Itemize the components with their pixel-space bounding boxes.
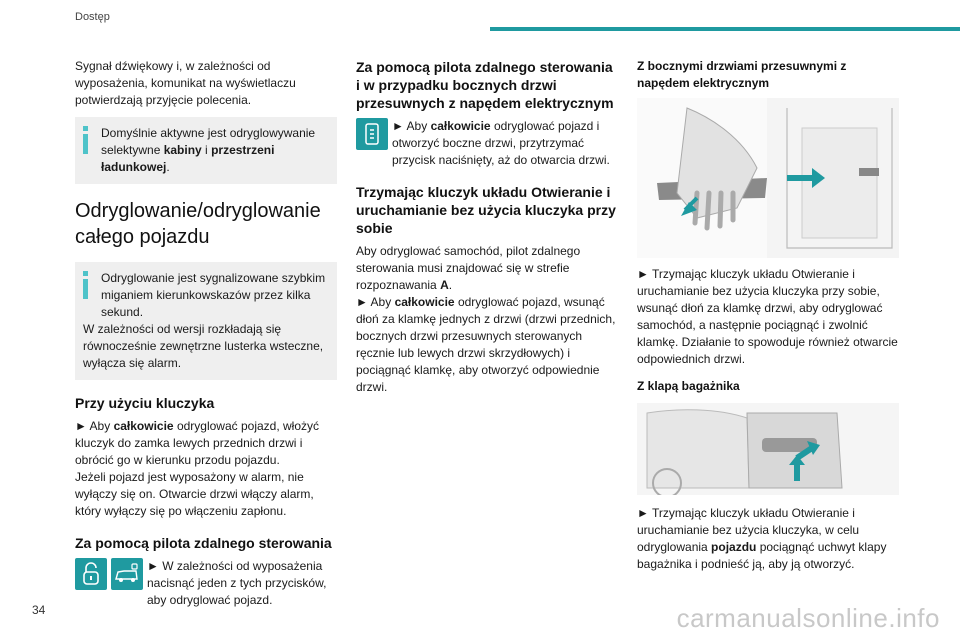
tailgate-illustration — [637, 403, 899, 495]
remote-sliding-instruction: ► Aby całkowicie odryglować pojazd i otworzyć boczne drzwi, przytrzymać przycisk naciśnięty, aż do otwarcia drzwi. — [392, 119, 610, 167]
keyless-instruction: ► Aby całkowicie odryglować pojazd, wsunąć dłoń za klamkę jednych z drzwi (drzwi przednich, bocznych drzwi przesuwnych sterowanych ręcznie lub lewych drzwi skrzydłowych) i pociągnąć klamkę, aby otworzyć odpowiednie drzwi. — [356, 295, 616, 394]
remote-row — [75, 558, 337, 609]
page-number: 34 — [32, 603, 46, 617]
info-text-end: . — [166, 160, 170, 174]
unlock-padlock-icon — [75, 558, 107, 590]
tailgate-heading: Z klapą bagażnika — [637, 379, 740, 393]
keyless-zone-text: Aby odryglować samochód, pilot zdalnego sterowania musi znajdować się w strefie rozpoznawania A. — [356, 244, 581, 292]
watermark: carmanualsonline.info — [676, 603, 940, 633]
column-3 — [637, 58, 899, 573]
key-heading: Przy użyciu kluczyka — [75, 395, 215, 411]
info-icon — [83, 126, 88, 154]
remote-sliding-row — [356, 118, 618, 169]
info-line-2: W zależności od wersji rozkładają się równocześnie zewnętrzne lusterka wsteczne, wyłącza się alarm. — [83, 322, 324, 370]
remote-heading: Za pomocą pilota zdalnego sterowania — [75, 535, 332, 551]
van-unlock-icon — [111, 558, 143, 590]
info-box-selective — [75, 117, 337, 184]
tailgate-handle-illustration — [637, 403, 899, 495]
remote-sliding-heading: Za pomocą pilota zdalnego sterowania i w przypadku bocznych drzwi przesuwnych z napędem elektrycznym — [356, 59, 614, 111]
sliding-door-icon — [356, 118, 388, 150]
info-bold-cabin: kabiny — [163, 143, 202, 157]
info-line-1: Odryglowanie jest sygnalizowane szybkim miganiem kierunkowskazów przez kilka sekund. — [101, 271, 326, 319]
info-box-unlock — [75, 262, 337, 380]
column-2 — [356, 58, 618, 396]
header-accent-bar — [490, 27, 960, 31]
section-label: Dostęp — [75, 11, 110, 23]
key-instruction: ► Aby całkowicie odryglować pojazd, włożyć kluczyk do zamka lewych przednich drzwi i obrócić go w kierunku przodu pojazdu. — [75, 419, 320, 467]
sliding-door-illustration — [637, 98, 899, 258]
hand-on-handle-illustration — [637, 98, 899, 258]
info-text: Domyślnie aktywne jest odryglowywanie selektywne — [101, 126, 316, 157]
info-bold-cargo: przestrzeni ładunkowej — [101, 143, 275, 174]
tailgate-instruction: ► Trzymając kluczyk układu Otwieranie i uruchamianie bez użycia kluczyka, w celu odryglowania pojazdu pociągnąć uchwyt klapy bagażnika i podnieść ją, aby ją otworzyć. — [637, 506, 887, 571]
info-text-mid: i — [201, 143, 212, 157]
remote-instruction: ► W zależności od wyposażenia nacisnąć jeden z tych przycisków, aby odryglować pojazd. — [147, 559, 327, 607]
electric-sliding-heading: Z bocznymi drzwiami przesuwnymi z napędem elektrycznym — [637, 59, 847, 90]
electric-sliding-instruction: ► Trzymając kluczyk układu Otwieranie i uruchamianie bez użycia kluczyka przy sobie, wsunąć dłoń za klamkę drzwi, aby odryglować samochód, a następnie pociągnąć i zwolnić klamkę. Działanie to spowoduje również otwarcie odpowiednich drzwi. — [637, 267, 898, 366]
keyless-heading: Trzymając kluczyk układu Otwieranie i uruchamianie bez użycia kluczyka przy sobie — [356, 184, 616, 236]
info-icon — [83, 271, 88, 299]
column-1 — [75, 58, 337, 609]
intro-paragraph: Sygnał dźwiękowy i, w zależności od wyposażenia, komunikat na wyświetlaczu potwierdzają przyjęcie polecenia. — [75, 59, 296, 107]
section-title: Odryglowanie/odryglowanie całego pojazdu — [75, 200, 321, 248]
key-alarm-note: Jeżeli pojazd jest wyposażony w alarm, nie wyłączy się on. Otwarcie drzwi włączy alarm, który wyłączy się po włączeniu zapłonu. — [75, 470, 314, 518]
